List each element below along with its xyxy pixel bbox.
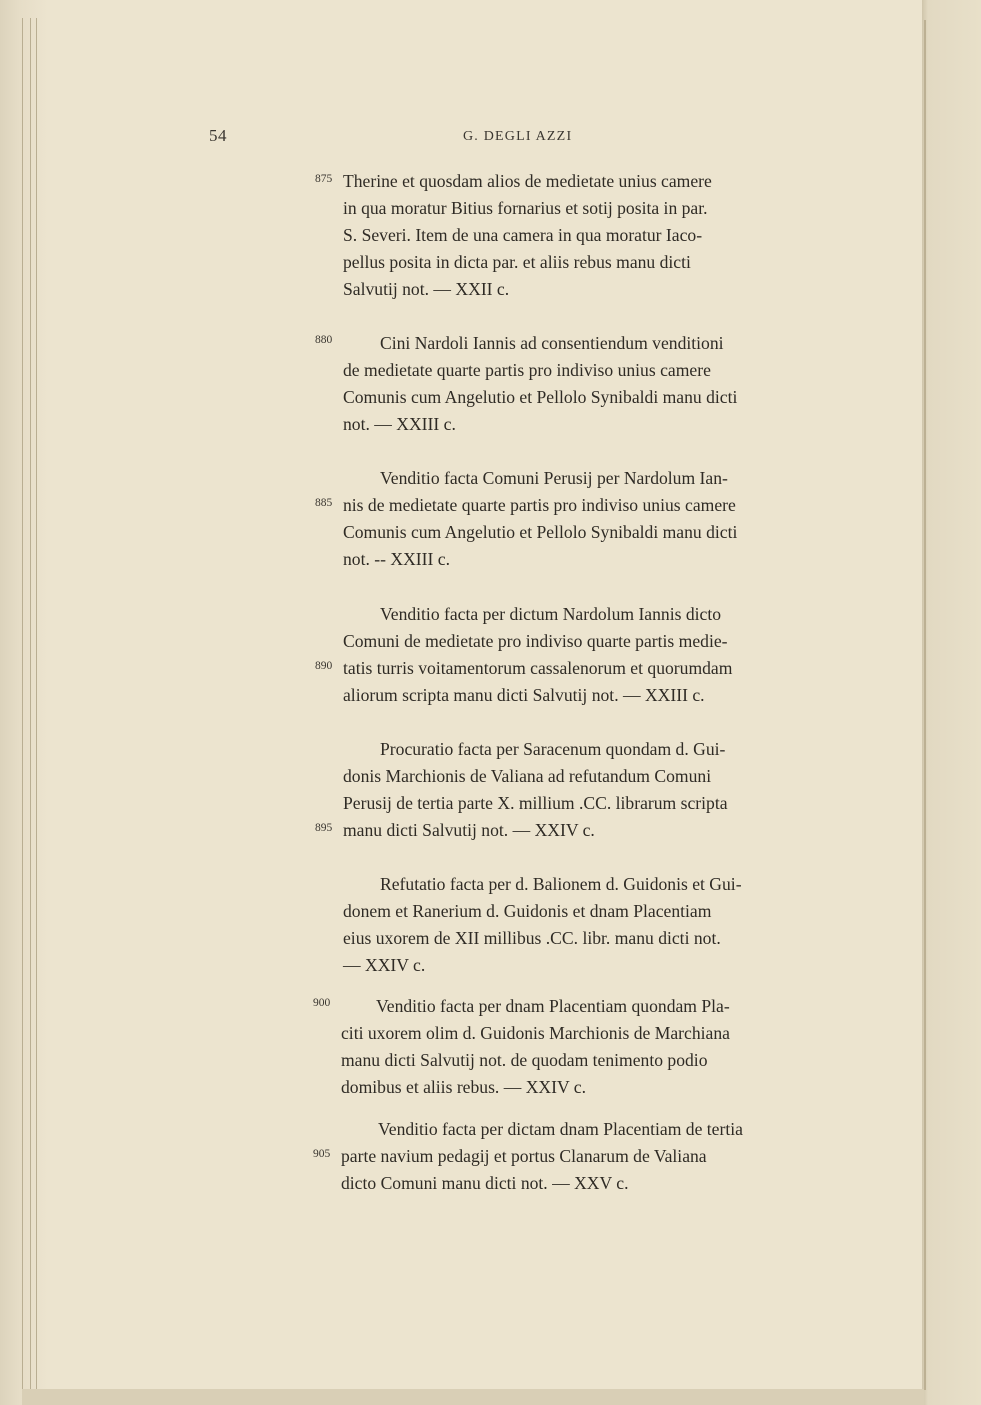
binding-edge — [0, 0, 48, 1405]
text-line: Comunis cum Angelutio et Pellolo Synibaldi manu dicti — [343, 522, 738, 542]
text-line: Venditio facta per dnam Placentiam quondam Pla- — [376, 996, 730, 1016]
line-number: 880 — [315, 334, 333, 346]
text-line: Perusij de tertia parte X. millium .CC. librarum scripta — [343, 793, 728, 813]
running-head: G. DEGLI AZZI — [463, 129, 573, 144]
text-line: Salvutij not. — XXII c. — [343, 279, 510, 299]
text-line: aliorum scripta manu dicti Salvutij not. — XXIII c. — [343, 685, 705, 705]
text-line: manu dicti Salvutij not. — XXIV c. — [343, 820, 595, 840]
line-number: 905 — [313, 1148, 331, 1160]
text-line: manu dicti Salvutij not. de quodam tenimento podio — [341, 1050, 708, 1070]
text-line: Comunis cum Angelutio et Pellolo Synibaldi manu dicti — [343, 387, 738, 407]
line-number: 895 — [315, 822, 333, 834]
text-line: eius uxorem de XII millibus .CC. libr. manu dicti not. — [343, 928, 721, 948]
text-line: not. -- XXIII c. — [343, 549, 450, 569]
text-line: Venditio facta per dictam dnam Placentiam de tertia — [378, 1119, 743, 1139]
text-line: not. — XXIII c. — [343, 414, 456, 434]
text-line: citi uxorem olim d. Guidonis Marchionis de Marchiana — [341, 1023, 730, 1043]
text-line: donem et Ranerium d. Guidonis et dnam Placentiam — [343, 901, 712, 921]
text-line: Comuni de medietate pro indiviso quarte partis medie- — [343, 631, 728, 651]
facing-page-edge — [922, 0, 981, 1405]
page-edge-line — [924, 20, 926, 1390]
binding-line — [22, 18, 23, 1391]
text-line: tatis turris voitamentorum cassalenorum et quorumdam — [343, 658, 733, 678]
text-line: Refutatio facta per d. Balionem d. Guidonis et Gui- — [380, 874, 742, 894]
binding-line — [30, 18, 31, 1391]
line-number: 890 — [315, 660, 333, 672]
text-line: Venditio facta per dictum Nardolum Iannis dicto — [380, 604, 722, 624]
text-line: domibus et aliis rebus. — XXIV c. — [341, 1077, 586, 1097]
text-line: nis de medietate quarte partis pro indiviso unius camere — [343, 495, 736, 515]
text-line: — XXIV c. — [343, 955, 426, 975]
text-line: parte navium pedagij et portus Clanarum de Valiana — [341, 1146, 707, 1166]
page-number: 54 — [209, 126, 227, 145]
text-line: in qua moratur Bitius fornarius et sotij posita in par. — [343, 198, 708, 218]
text-line: Therine et quosdam alios de medietate unius camere — [343, 171, 712, 191]
line-number: 885 — [315, 497, 333, 509]
text-line: Cini Nardoli Iannis ad consentiendum venditioni — [380, 333, 724, 353]
text-line: Venditio facta Comuni Perusij per Nardolum Ian- — [380, 468, 728, 488]
binding-line — [36, 18, 37, 1391]
text-line: Procuratio facta per Saracenum quondam d. Gui- — [380, 739, 726, 759]
text-line: de medietate quarte partis pro indiviso unius camere — [343, 360, 711, 380]
text-line: donis Marchionis de Valiana ad refutandum Comuni — [343, 766, 712, 786]
line-number: 875 — [315, 173, 333, 185]
text-line: pellus posita in dicta par. et aliis rebus manu dicti — [343, 252, 691, 272]
line-number: 900 — [313, 997, 331, 1009]
text-line: S. Severi. Item de una camera in qua moratur Iaco- — [343, 225, 703, 245]
text-line: dicto Comuni manu dicti not. — XXV c. — [341, 1173, 629, 1193]
page-bottom-edge — [22, 1389, 924, 1405]
